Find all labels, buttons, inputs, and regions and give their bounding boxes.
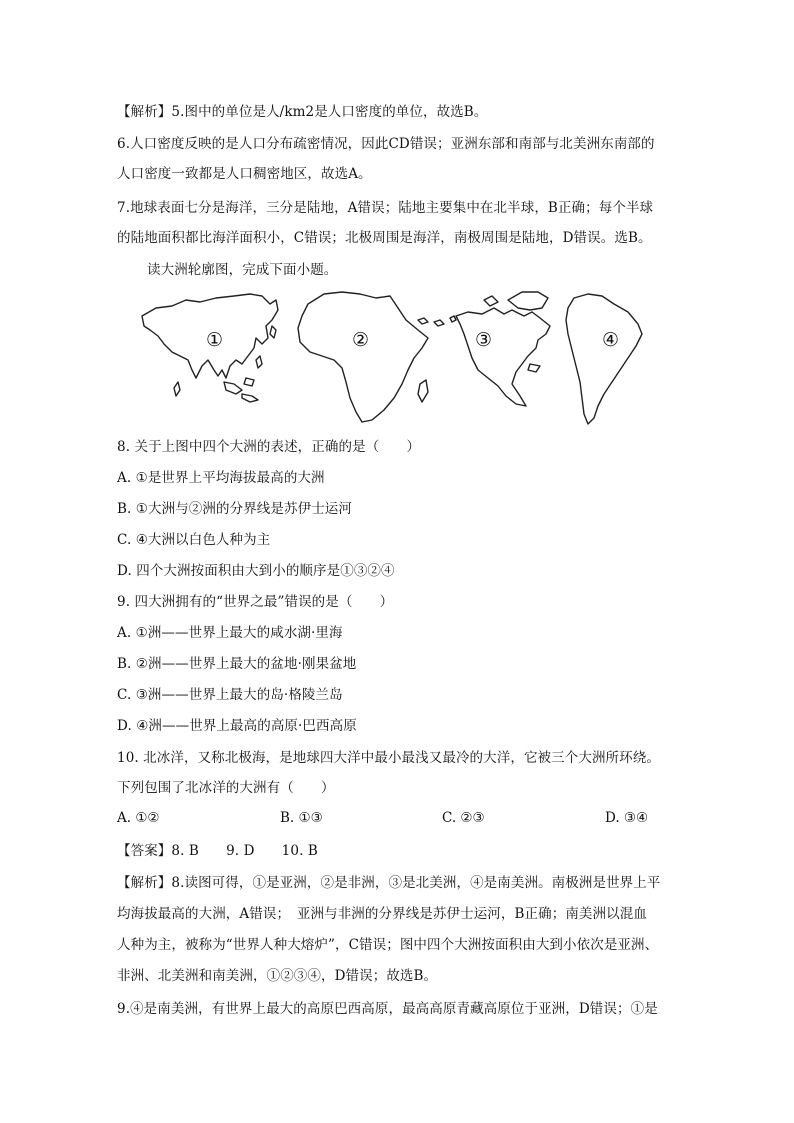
question-8-option-a: A. ①是世界上平均海拔最高的大洲	[117, 470, 325, 486]
analysis-q8-line3: 人种为主，被称为“世界人种大熔炉”，C错误；图中四个大洲按面积由大到小依次是亚洲、	[117, 937, 659, 953]
question-8-stem: 8. 关于上图中四个大洲的表述，正确的是（ ）	[117, 439, 421, 455]
analysis-q5: 【解析】5.图中的单位是人/km2是人口密度的单位，故选B。	[117, 104, 488, 120]
question-8-option-c: C. ④大洲以白色人种为主	[117, 532, 271, 548]
question-9-option-b: B. ②洲——世界上最大的盆地·刚果盆地	[117, 656, 357, 672]
continent-outline-map	[138, 286, 658, 428]
analysis-q6-line1: 6.人口密度反映的是人口分布疏密情况，因此CD错误；亚洲东部和南部与北美洲东南部的	[117, 136, 655, 152]
question-8-option-b: B. ①大洲与②洲的分界线是苏伊士运河	[117, 501, 353, 517]
question-10-option-d: D. ③④	[605, 810, 649, 826]
question-9-option-a: A. ①洲——世界上最大的咸水湖·里海	[117, 625, 343, 641]
analysis-q8-line4: 非洲、北美洲和南美洲，①②③④，D错误；故选B。	[117, 968, 438, 984]
south-america-outline	[566, 294, 642, 424]
label-continent-4: ④	[602, 329, 620, 351]
question-9-option-d: D. ④洲——世界上最高的高原·巴西高原	[117, 718, 357, 734]
question-10-options	[117, 810, 717, 828]
reading-intro: 读大洲轮廓图，完成下面小题。	[147, 262, 338, 278]
question-10-stem-line2: 下列包围了北冰洋的大洲有（ ）	[117, 780, 335, 796]
label-continent-1: ①	[206, 329, 224, 351]
analysis-q7-line2: 的陆地面积都比海洋面积小，C错误；北极周围是海洋，南极周围是陆地，D错误。选B。	[117, 230, 652, 246]
question-9-stem: 9. 四大洲拥有的“世界之最”错误的是（ ）	[117, 594, 394, 610]
question-10-option-b: B. ①③	[280, 810, 323, 826]
label-continent-3: ③	[475, 329, 493, 351]
analysis-q8-line2: 均海拔最高的大洲，A错误； 亚洲与非洲的分界线是苏伊士运河，B正确；南美洲以混血	[117, 906, 647, 922]
question-10-option-a: A. ①②	[117, 810, 160, 826]
question-10-option-c: C. ②③	[442, 810, 485, 826]
africa-outline	[298, 292, 428, 422]
analysis-q9-line1: 9.④是南美洲，有世界上最大的高原巴西高原，最高高原青藏高原位于亚洲，D错误；①是	[117, 1001, 658, 1017]
analysis-q6-line2: 人口密度一致都是人口稠密地区，故选A。	[117, 166, 372, 182]
answer-line: 【答案】8. B 9. D 10. B	[117, 843, 318, 859]
question-9-option-c: C. ③洲——世界上最大的岛·格陵兰岛	[117, 687, 343, 703]
analysis-q8-line1: 【解析】8.读图可得，①是亚洲，②是非洲，③是北美洲，④是南美洲。南极洲是世界上平	[117, 875, 661, 891]
analysis-q7-line1: 7.地球表面七分是海洋，三分是陆地，A错误；陆地主要集中在北半球，B正确；每个半球	[117, 200, 654, 216]
question-8-option-d: D. 四个大洲按面积由大到小的顺序是①③②④	[117, 563, 395, 579]
question-10-stem-line1: 10. 北冰洋，又称北极海，是地球四大洋中最小最浅又最冷的大洋，它被三个大洲所环绕。	[117, 750, 660, 766]
label-continent-2: ②	[352, 329, 370, 351]
